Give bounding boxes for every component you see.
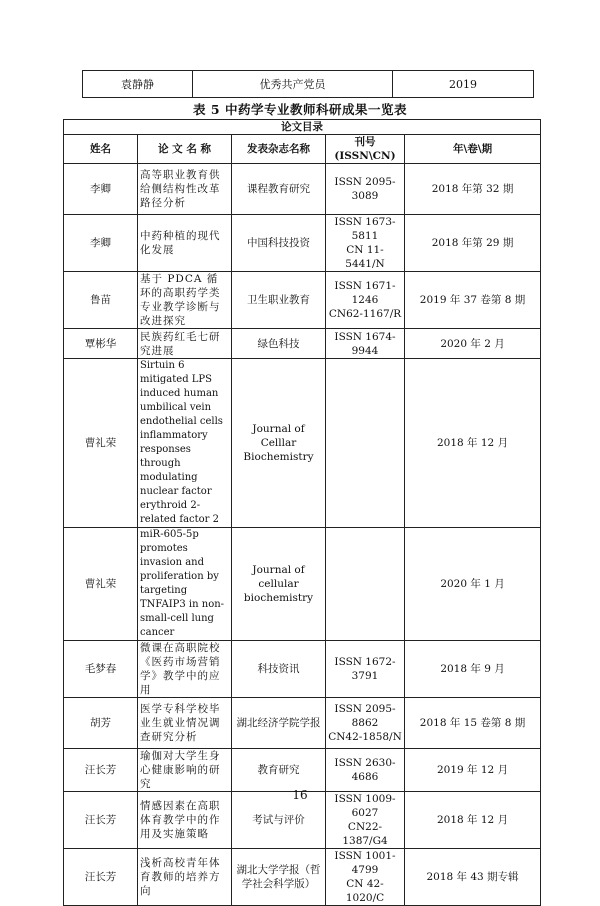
journal-cell: 教育研究 xyxy=(232,749,326,792)
issn-cell: ISSN 1674-9944 xyxy=(326,329,405,359)
date-cell: 2020 年 1 月 xyxy=(405,528,541,641)
header-title: 论 文 名 称 xyxy=(138,135,232,164)
table-row xyxy=(64,849,541,906)
issn-cell xyxy=(326,528,405,641)
honor-year: 2019 xyxy=(393,71,534,98)
issn-cell: ISSN 1673-5811 CN 11-5441/N xyxy=(326,215,405,272)
page-number: 16 xyxy=(292,788,308,802)
table-row xyxy=(64,359,541,528)
paper-title-cell: miR-605-5p promotes invasion and proliferation by targeting TNFAIP3 in non-small-cell lung cancer xyxy=(138,528,232,641)
author-cell: 汪长芳 xyxy=(64,792,138,849)
paper-title-cell: 微课在高职院校《医药市场营销学》教学中的应用 xyxy=(138,641,232,698)
group-header: 论文目录 xyxy=(64,120,541,135)
table-row xyxy=(64,164,541,215)
paper-title-cell: Sirtuin 6 mitigated LPS induced human umbilical vein endothelial cells inflammatory responses through modulating nuclear factor erythroid 2-related factor 2 xyxy=(138,359,232,528)
author-cell: 鲁苗 xyxy=(64,272,138,329)
issn-cell: ISSN 1671-1246 CN62-1167/R xyxy=(326,272,405,329)
date-cell: 2019 年 12 月 xyxy=(405,749,541,792)
issn-cell: ISSN 2095-3089 xyxy=(326,164,405,215)
header-journal: 发表杂志名称 xyxy=(232,135,326,164)
issn-cell: ISSN 2630-4686 xyxy=(326,749,405,792)
group-header-row xyxy=(64,120,541,135)
journal-cell: 湖北大学学报（哲学社会科学版） xyxy=(232,849,326,906)
table-row xyxy=(64,329,541,359)
author-cell: 汪长芳 xyxy=(64,749,138,792)
date-cell: 2018 年 15 卷第 8 期 xyxy=(405,698,541,749)
paper-title-cell: 瑜伽对大学生身心健康影响的研究 xyxy=(138,749,232,792)
date-cell: 2018 年第 29 期 xyxy=(405,215,541,272)
journal-cell: 课程教育研究 xyxy=(232,164,326,215)
date-cell: 2018 年 12 月 xyxy=(405,792,541,849)
header-issn: 刊号(ISSN\CN) xyxy=(326,135,405,164)
journal-cell: Journal of cellular biochemistry xyxy=(232,528,326,641)
issn-cell: ISSN 2095-8862 CN42-1858/N xyxy=(326,698,405,749)
journal-cell: 考试与评价 xyxy=(232,792,326,849)
issn-cell xyxy=(326,359,405,528)
journal-cell: 湖北经济学院学报 xyxy=(232,698,326,749)
author-cell: 李卿 xyxy=(64,215,138,272)
journal-cell: 中国科技投资 xyxy=(232,215,326,272)
table-row xyxy=(64,215,541,272)
column-header-row xyxy=(64,135,541,164)
author-cell: 胡芳 xyxy=(64,698,138,749)
paper-title-cell: 民族药红毛七研究进展 xyxy=(138,329,232,359)
header-name: 姓名 xyxy=(64,135,138,164)
table-row xyxy=(64,528,541,641)
paper-title-cell: 情感因素在高职体育教学中的作用及实施策略 xyxy=(138,792,232,849)
author-cell: 李卿 xyxy=(64,164,138,215)
table-row xyxy=(64,272,541,329)
paper-title-cell: 高等职业教育供给侧结构性改革路径分析 xyxy=(138,164,232,215)
issn-cell: ISSN 1001-4799 CN 42-1020/C xyxy=(326,849,405,906)
journal-cell: 科技资讯 xyxy=(232,641,326,698)
date-cell: 2018 年 9 月 xyxy=(405,641,541,698)
table-row xyxy=(64,641,541,698)
journal-cell: 卫生职业教育 xyxy=(232,272,326,329)
issn-cell: ISSN 1672-3791 xyxy=(326,641,405,698)
paper-title-cell: 中药种植的现代化发展 xyxy=(138,215,232,272)
paper-title-cell: 基于 PDCA 循环的高职药学类专业教学诊断与改进探究 xyxy=(138,272,232,329)
author-cell: 覃彬华 xyxy=(64,329,138,359)
date-cell: 2018 年第 32 期 xyxy=(405,164,541,215)
honor-row xyxy=(83,71,534,98)
table-row xyxy=(64,698,541,749)
date-cell: 2019 年 37 卷第 8 期 xyxy=(405,272,541,329)
author-cell: 毛梦春 xyxy=(64,641,138,698)
honor-table xyxy=(82,70,534,98)
honor-name: 袁静静 xyxy=(83,71,193,98)
header-date: 年\卷\期 xyxy=(405,135,541,164)
issn-cell: ISSN 1009-6027 CN22-1387/G4 xyxy=(326,792,405,849)
journal-cell: 绿色科技 xyxy=(232,329,326,359)
author-cell: 汪长芳 xyxy=(64,849,138,906)
date-cell: 2018 年 12 月 xyxy=(405,359,541,528)
author-cell: 曹礼荣 xyxy=(64,528,138,641)
honor-title: 优秀共产党员 xyxy=(193,71,393,98)
table-row xyxy=(64,749,541,792)
table-caption: 表 5 中药学专业教师科研成果一览表 xyxy=(193,102,407,117)
date-cell: 2018 年 43 期专辑 xyxy=(405,849,541,906)
paper-title-cell: 医学专科学校毕业生就业情况调查研究分析 xyxy=(138,698,232,749)
journal-cell: Journal of Celllar Biochemistry xyxy=(232,359,326,528)
paper-title-cell: 浅析高校青年体育教师的培养方向 xyxy=(138,849,232,906)
author-cell: 曹礼荣 xyxy=(64,359,138,528)
date-cell: 2020 年 2 月 xyxy=(405,329,541,359)
